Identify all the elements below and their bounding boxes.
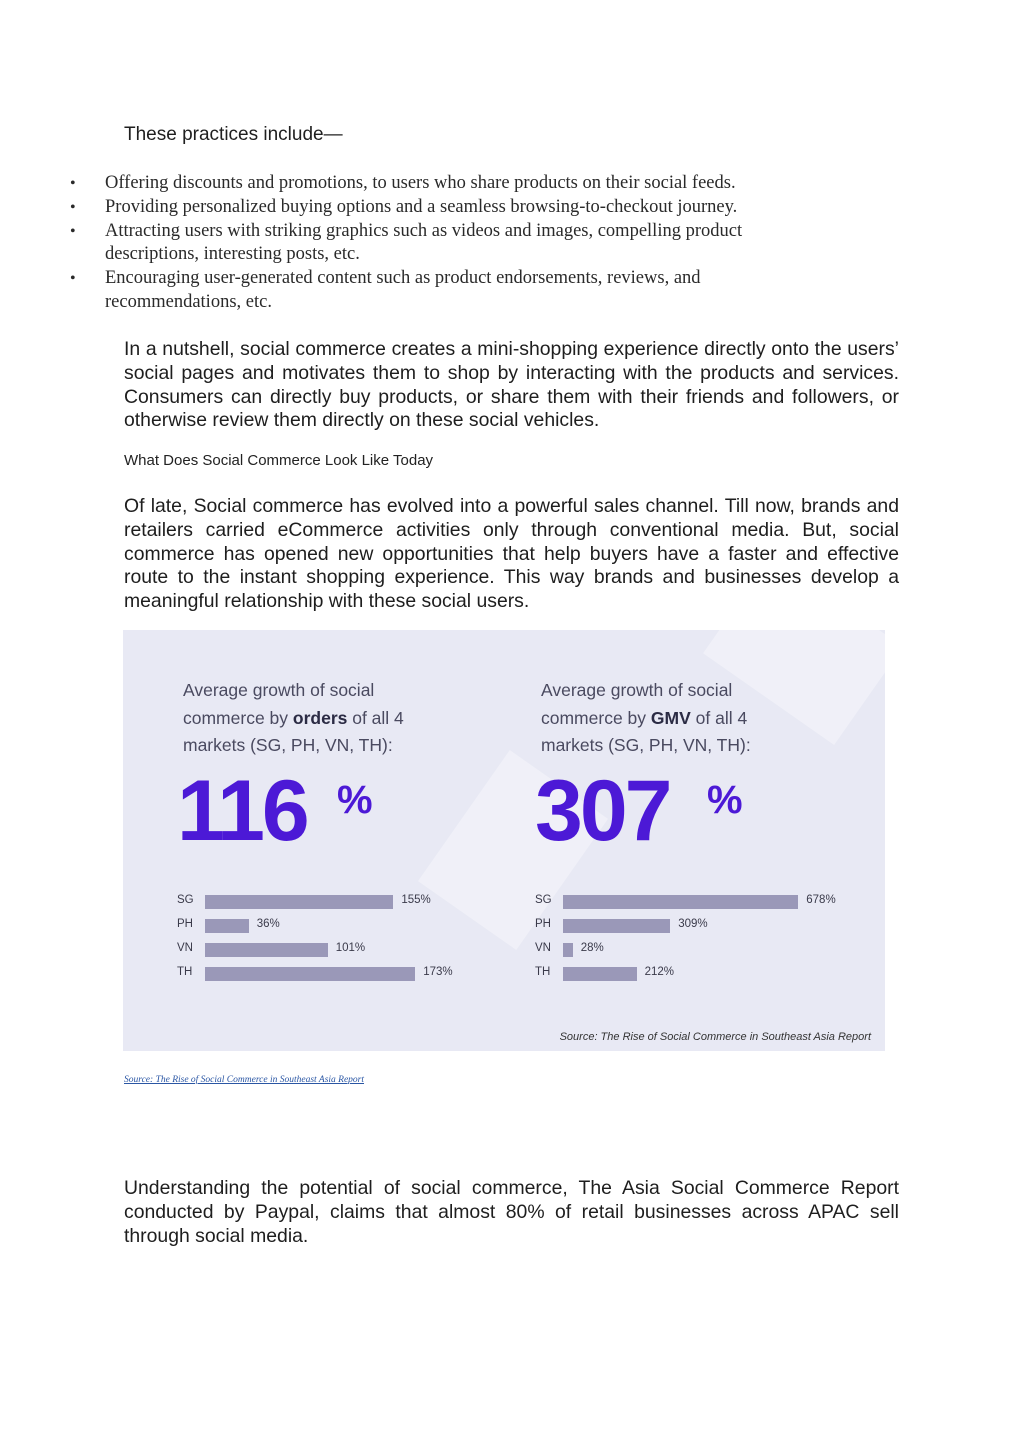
bar	[205, 943, 328, 957]
gmv-growth-number: 307	[535, 763, 670, 859]
bar-category-label: PH	[177, 918, 193, 930]
bar-value-label: 28%	[580, 942, 604, 954]
intro-text: These practices include—	[124, 124, 343, 145]
bar-row	[177, 916, 517, 936]
gmv-bar-chart	[535, 892, 875, 992]
infographic-source: Source: The Rise of Social Commerce in Southeast Asia Report	[559, 1031, 871, 1043]
list-item: • Attracting users with striking graphics such as videos and images, compelling product descriptions, interesting posts, etc.	[66, 220, 826, 268]
bar-row	[177, 892, 517, 912]
bar-category-label: PH	[535, 918, 551, 930]
bar	[205, 967, 415, 981]
bar-value-label: 155%	[401, 894, 431, 906]
bar	[563, 967, 637, 981]
bar	[205, 895, 393, 909]
bar-value-label: 36%	[256, 918, 280, 930]
bar	[205, 919, 249, 933]
list-item: • Offering discounts and promotions, to users who share products on their social feeds.	[66, 172, 826, 196]
bar-category-label: TH	[177, 966, 193, 978]
list-item: • Encouraging user-generated content such as product endorsements, reviews, and recommendations, etc.	[66, 267, 826, 315]
list-item: • Providing personalized buying options and a seamless browsing-to-checkout journey.	[66, 196, 826, 220]
orders-bar-chart	[177, 892, 517, 992]
bar-category-label: SG	[177, 894, 194, 906]
bar	[563, 943, 573, 957]
practices-list	[66, 172, 826, 315]
bar-row	[535, 892, 875, 912]
gmv-percent-sign: %	[707, 778, 743, 822]
bar	[563, 919, 670, 933]
growth-infographic	[123, 630, 885, 1051]
bar-row	[535, 916, 875, 936]
bar-category-label: VN	[177, 942, 193, 954]
gmv-panel	[535, 630, 875, 1010]
bar-value-label: 173%	[423, 966, 453, 978]
bar-category-label: VN	[535, 942, 551, 954]
bar-value-label: 212%	[644, 966, 674, 978]
bar-category-label: SG	[535, 894, 552, 906]
bar-value-label: 678%	[806, 894, 836, 906]
bar-row	[177, 940, 517, 960]
bar-row	[535, 940, 875, 960]
source-link[interactable]: Source: The Rise of Social Commerce in Southeast Asia Report	[124, 1075, 365, 1085]
bar-row	[177, 964, 517, 984]
orders-title: Average growth of social commerce by orders of all 4 markets (SG, PH, VN, TH):	[183, 680, 404, 755]
orders-growth-number: 116	[177, 763, 307, 859]
bar-row	[535, 964, 875, 984]
paragraph-paypal: Understanding the potential of social commerce, The Asia Social Commerce Report conducted by Paypal, claims that almost 80% of retail businesses across APAC sell through social media.	[124, 1177, 899, 1247]
paragraph-evolution: Of late, Social commerce has evolved into a powerful sales channel. Till now, brands and retailers carried eCommerce activities only through conventional media. But, social commerce has opened new opportunities that help buyers have a faster and effective route to the instant shopping experience. This way brands and businesses develop a meaningful relationship with these social users.	[124, 495, 899, 613]
bar-category-label: TH	[535, 966, 551, 978]
bar-value-label: 309%	[678, 918, 708, 930]
bar	[563, 895, 798, 909]
section-heading: What Does Social Commerce Look Like Today	[124, 452, 434, 469]
gmv-title: Average growth of social commerce by GMV of all 4 markets (SG, PH, VN, TH):	[541, 680, 751, 755]
orders-percent-sign: %	[337, 778, 373, 822]
paragraph-nutshell: In a nutshell, social commerce creates a mini-shopping experience directly onto the users’ social pages and motivates them to shop by interacting with the products and services. Consumers can directly buy products, or share them with their friends and followers, or otherwise review them directly on these social vehicles.	[124, 338, 899, 432]
bar-value-label: 101%	[335, 942, 366, 954]
orders-panel	[177, 630, 517, 1010]
